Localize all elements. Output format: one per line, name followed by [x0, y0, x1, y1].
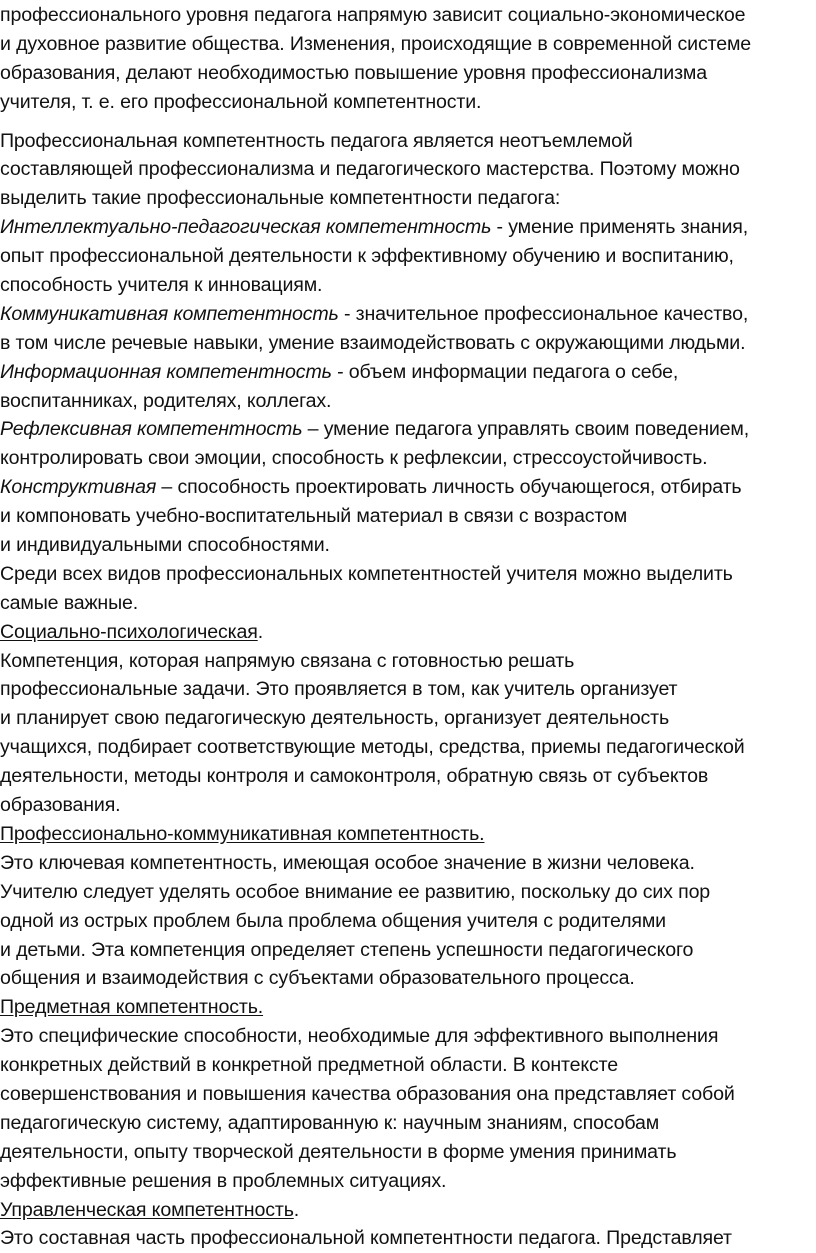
text-line: учащихся, подбирает соответствующие методы, средства, приемы педагогической [0, 736, 745, 759]
section-heading-text: Управленческая компетентность [0, 1198, 294, 1221]
text-line: образования, делают необходимостью повышение уровня профессионализма [0, 61, 707, 84]
paragraph-gap [0, 117, 816, 127]
competence-item-communicative [0, 300, 816, 329]
text-line: в том числе речевые навыки, умение взаимодействовать с окружающими людьми. [0, 331, 746, 354]
text-line: способность учителя к инновациям. [0, 274, 323, 297]
document-body [0, 1, 816, 1253]
competence-definition: - значительное профессиональное качество, [338, 302, 749, 325]
competence-term: Рефлексивная компетентность [0, 418, 303, 441]
section-heading [0, 820, 816, 849]
text-line: и индивидуальными способностями. [0, 534, 330, 557]
competence-term: Конструктивная [0, 476, 157, 499]
text-line: и компоновать учебно-воспитательный материал в связи с возрастом [0, 505, 628, 528]
text-line: Это специфические способности, необходимые для эффективного выполнения [0, 1025, 719, 1048]
text-line: и духовное развитие общества. Изменения, происходящие в современной системе [0, 32, 752, 55]
section-socio-psychological [0, 618, 816, 820]
competence-term: Интеллектуально-педагогическая компетентность [0, 216, 492, 239]
text-line: и детьми. Эта компетенция определяет степень успешности педагогического [0, 938, 694, 961]
competence-definition: - умение применять знания, [491, 216, 749, 239]
main-paragraph [0, 127, 816, 618]
competence-term: Коммуникативная компетентность [0, 302, 339, 325]
section-managerial-competence [0, 1196, 816, 1253]
section-professional-communicative [0, 820, 816, 993]
text-line: Учителю следует уделять особое внимание ее развитию, поскольку до сих пор [0, 880, 711, 903]
competence-item-informational [0, 358, 816, 387]
text-line: и планирует свою педагогическую деятельность, организует деятельность [0, 707, 670, 730]
text-line: опыт профессиональной деятельности к эффективному обучению и воспитанию, [0, 245, 734, 268]
section-heading-text: Профессионально-коммуникативная компетентность. [0, 822, 485, 845]
text-line: воспитанниках, родителях, коллегах. [0, 389, 332, 412]
section-subject-competence [0, 993, 816, 1195]
text-line: конкретных действий в конкретной предметной области. В контексте [0, 1054, 618, 1077]
text-line: Компетенция, которая напрямую связана с готовностью решать [0, 649, 575, 672]
text-line: совершенствования и повышения качества образования она представляет собой [0, 1082, 735, 1105]
text-line: составляющей профессионализма и педагогического мастерства. Поэтому можно [0, 158, 740, 181]
competence-item-reflexive [0, 415, 816, 444]
text-line: профессионального уровня педагога напрямую зависит социально-экономическое [0, 4, 746, 26]
text-line: самые важные. [0, 591, 139, 614]
text-line: профессиональные задачи. Это проявляется в том, как учитель организует [0, 678, 678, 701]
section-heading [0, 618, 816, 647]
section-heading-text: Социально-психологическая [0, 620, 258, 643]
text-line: одной из острых проблем была проблема общения учителя с родителями [0, 909, 666, 932]
section-heading [0, 993, 816, 1022]
text-line: деятельности, опыту творческой деятельности в форме умения принимать [0, 1140, 677, 1163]
section-heading-suffix: . [257, 620, 263, 643]
competence-item-intellectual [0, 213, 816, 242]
competence-definition: – умение педагога управлять своим поведением, [302, 418, 750, 441]
competence-item-constructive [0, 473, 816, 502]
text-line: Это составная часть профессиональной компетентности педагога. Представляет [0, 1227, 732, 1250]
text-line: общения и взаимодействия с субъектами образовательного процесса. [0, 967, 635, 990]
text-line: контролировать свои эмоции, способность к рефлексии, стрессоустойчивость. [0, 447, 708, 470]
text-line: учителя, т. е. его профессиональной компетентности. [0, 90, 482, 113]
text-line: Это ключевая компетентность, имеющая особое значение в жизни человека. [0, 851, 695, 874]
section-heading-suffix: . [293, 1198, 300, 1221]
text-line: деятельности, методы контроля и самоконтроля, обратную связь от субъектов [0, 765, 709, 788]
competence-term: Информационная компетентность [0, 360, 332, 383]
text-line: Профессиональная компетентность педагога является неотъемлемой [0, 129, 633, 152]
text-line: эффективные решения в проблемных ситуациях. [0, 1169, 447, 1192]
text-line: выделить такие профессиональные компетентности педагога: [0, 187, 561, 210]
intro-paragraph [0, 1, 816, 117]
text-line: Среди всех видов профессиональных компетентностей учителя можно выделить [0, 562, 733, 585]
competence-definition: – способность проектировать личность обучающегося, отбирать [156, 476, 742, 499]
section-heading-text: Предметная компетентность. [0, 996, 264, 1019]
competence-definition: - объем информации педагога о себе, [331, 360, 679, 383]
text-line: педагогическую систему, адаптированную к: научным знаниям, способам [0, 1111, 660, 1134]
text-line: образования. [0, 794, 121, 817]
section-heading [0, 1196, 816, 1225]
